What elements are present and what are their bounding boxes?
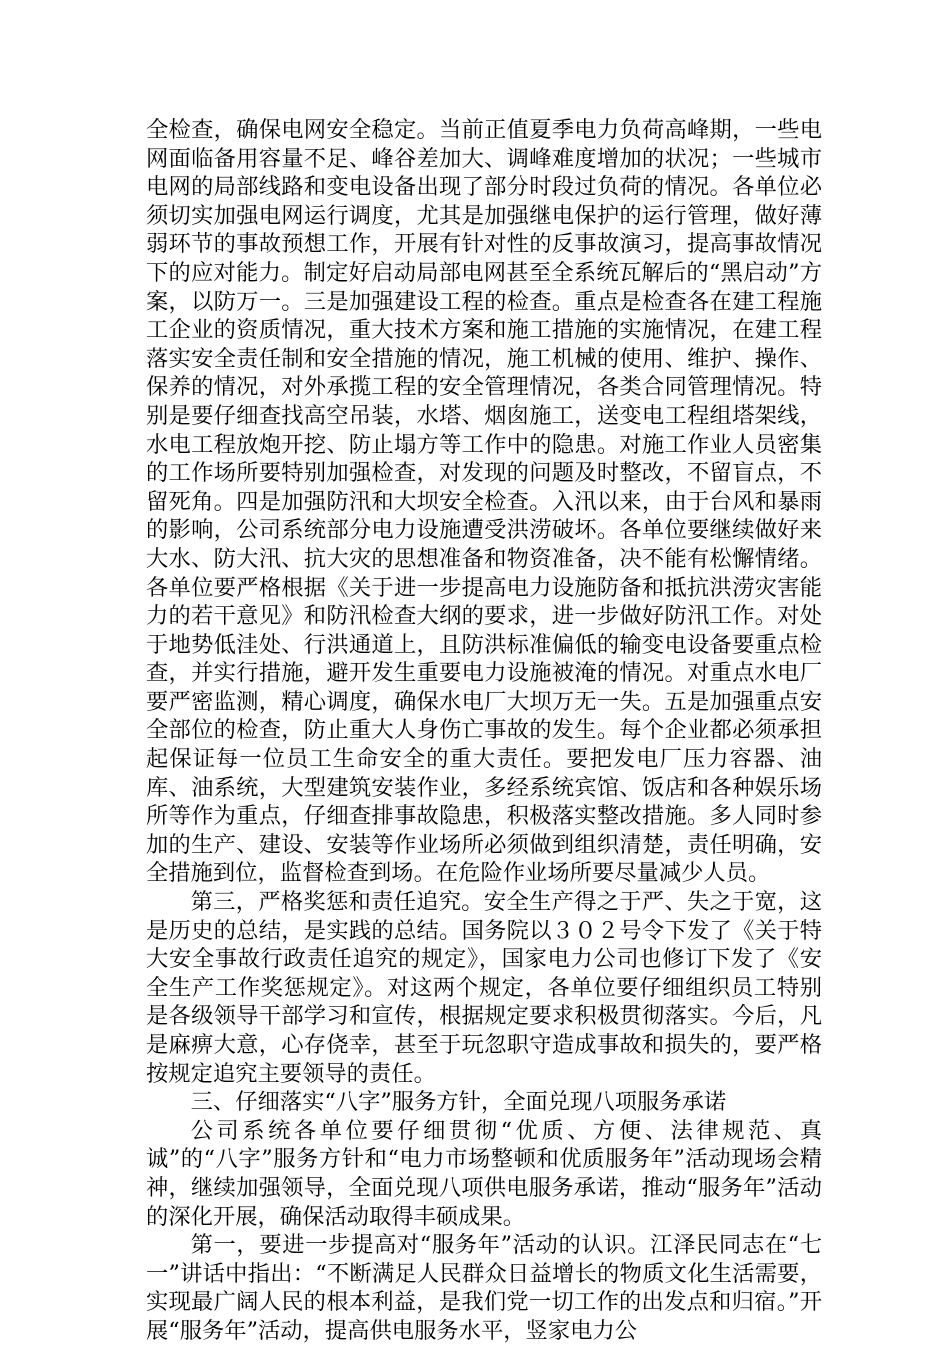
- body-paragraph: 第一，要进一步提高对“服务年”活动的认识。江泽民同志在“七一”讲话中指出：“不断满足人民群众日益增长的物质文化生活需要，实现最广阔人民的根本利益，是我们党一切工作的出发点和归宿。”开展“服务年”活动，提高供电服务水平，竖家电力公: [146, 1232, 822, 1344]
- body-paragraph: 全检查，确保电网安全稳定。当前正值夏季电力负荷高峰期，一些电网面临备用容量不足、峰谷差加大、调峰难度增加的状况；一些城市电网的局部线路和变电设备出现了部分时段过负荷的情况。各单位必须切实加强电网运行调度，尤其是加强继电保护的运行管理，做好薄弱环节的事故预想工作，开展有针对性的反事故演习，提高事故情况下的应对能力。制定好启动局部电网甚至全系统瓦解后的“黑启动”方案，以防万一。三是加强建设工程的检查。重点是检查各在建工程施工企业的资质情况，重大技术方案和施工措施的实施情况，在建工程落实安全责任制和安全措施的情况，施工机械的使用、维护、操作、保养的情况，对外承揽工程的安全管理情况，各类合同管理情况。特别是要仔细查找高空吊装，水塔、烟囱施工，送变电工程组塔架线，水电工程放炮开挖、防止塌方等工作中的隐患。对施工作业人员密集的工作场所要特别加强检查，对发现的问题及时整改，不留盲点，不留死角。四是加强防汛和大坝安全检查。入汛以来，由于台风和暴雨的影响，公司系统部分电力设施遭受洪涝破坏。各单位要继续做好来大水、防大汛、抗大灾的思想准备和物资准备，决不能有松懈情绪。各单位要严格根据《关于进一步提高电力设施防备和抵抗洪涝灾害能力的若干意见》和防汛检查大纲的要求，进一步做好防汛工作。对处于地势低洼处、行洪通道上，且防洪标准偏低的输变电设备要重点检查，并实行措施，避开发生重要电力设施被淹的情况。对重点水电厂要严密监测，精心调度，确保水电厂大坝万无一失。五是加强重点安全部位的检查，防止重大人身伤亡事故的发生。每个企业都必须承担起保证每一位员工生命安全的重大责任。要把发电厂压力容器、油库、油系统，大型建筑安装作业，多经系统宾馆、饭店和各种娱乐场所等作为重点，仔细查排事故隐患，积极落实整改措施。多人同时参加的生产、建设、安装等作业场所必须做到组织清楚，责任明确，安全措施到位，监督检查到场。在危险作业场所要尽量减少人员。: [146, 117, 822, 887]
- body-paragraph: 公司系统各单位要仔细贯彻“优质、方便、法律规范、真诚”的“八字”服务方针和“电力市场整顿和优质服务年”活动现场会精神，继续加强领导，全面兑现八项供电服务承诺，推动“服务年”活动的深化开展，确保活动取得丰硕成果。: [146, 1117, 822, 1230]
- section-heading: 三、仔细落实“八字”服务方针，全面兑现八项服务承诺: [190, 1089, 727, 1116]
- body-paragraph: 第三，严格奖惩和责任追究。安全生产得之于严、失之于宽，这是历史的总结，是实践的总结。国务院以３０２号令下发了《关于特大安全事故行政责任追究的规定》，国家电力公司也修订下发了《安全生产工作奖惩规定》。对这两个规定，各单位要仔细组织员工特别是各级领导干部学习和宣传，根据规定要求积极贯彻落实。今后，凡是麻痹大意，心存侥幸，甚至于玩忽职守造成事故和损失的，要严格按规定追究主要领导的责任。: [146, 889, 822, 1087]
- document-page: [146, 116, 822, 1346]
